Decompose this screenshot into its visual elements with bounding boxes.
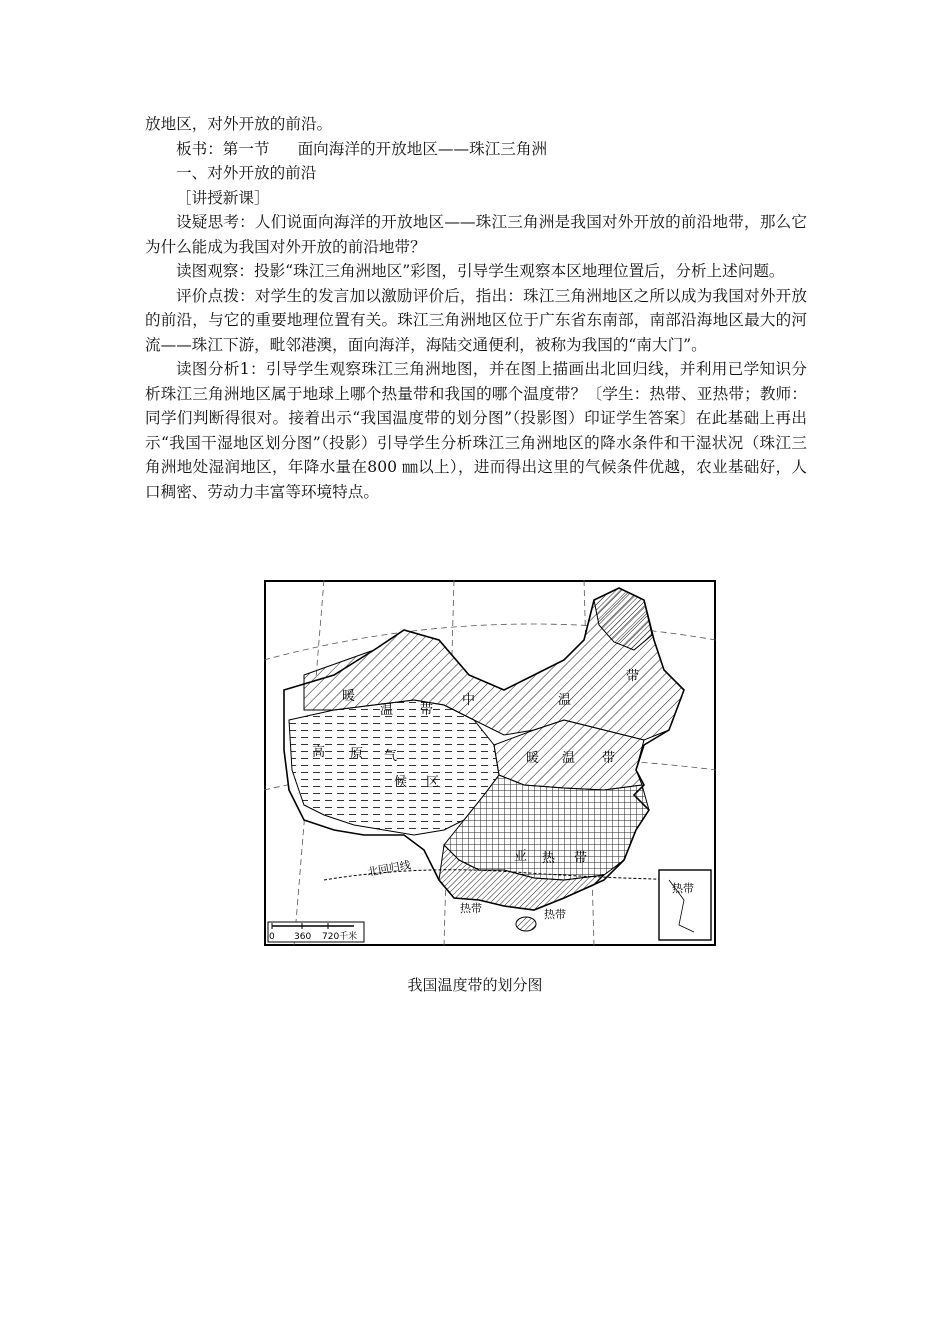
document-body: [145, 112, 807, 504]
label-belt-east: 带: [602, 751, 616, 766]
label-subtrop-1: 亚: [514, 849, 528, 864]
label-temp-west: 温: [380, 703, 394, 718]
label-plateau-5: 区: [426, 775, 440, 790]
label-subtrop-3: 带: [574, 851, 588, 866]
board-prefix: 板书：第一节: [176, 139, 270, 158]
label-tropic-2: 热带: [544, 908, 566, 921]
label-temp-east: 温: [558, 693, 572, 708]
label-mid: 中: [462, 693, 476, 708]
board-title: 面向海洋的开放地区——珠江三角洲: [297, 139, 548, 158]
inset-map: [659, 870, 711, 940]
scale-label-0: 0: [269, 932, 275, 942]
section-heading: 一、对外开放的前沿: [176, 164, 317, 182]
label-inset-tropic: 热带: [672, 882, 694, 895]
label-plateau-1: 高: [312, 745, 326, 760]
label-plateau-2: 原: [350, 747, 364, 762]
hainan-island: [516, 917, 536, 931]
label-temp-east2: 温: [562, 751, 576, 766]
label-subtrop-2: 热: [542, 851, 556, 866]
label-belt-west: 带: [420, 703, 434, 718]
new-lesson-label: ［讲授新课］: [176, 188, 270, 207]
label-warm-temp-west: 暖: [342, 689, 356, 704]
scale-label-360: 360: [294, 932, 312, 942]
paragraph-observe: 读图观察：投影“珠江三角洲地区”彩图，引导学生观察本区地理位置后，分析上述问题。: [176, 262, 785, 280]
paragraph-continuation: 放地区，对外开放的前沿。: [145, 115, 333, 133]
label-plateau-4: 候: [394, 775, 408, 790]
paragraph-analysis: 读图分析1：引导学生观察珠江三角洲地图，并在图上描画出北回归线，并利用已学知识分析珠江三角洲地区属于地球上哪个热量带和我国的哪个温度带？〔学生：热带、亚热带；教师：同学们判断得很对。接着出示“我国温度带的划分图”（投影图）印证学生答案〕在此基础上再出示“我国干湿地区划分图”（投影）引导学生分析珠江三角洲地区的降水条件和干湿状况（珠江三角洲地处湿润地区，年降水量在800 ㎜以上），进而得出这里的气候条件优越，农业基础好，人口稠密、劳动力丰富等环境特点。: [145, 360, 807, 501]
label-warm-temp-east: 暖: [526, 751, 540, 766]
label-tropic-1: 热带: [460, 902, 482, 915]
board-writing: [145, 137, 807, 162]
paragraph-question: 设疑思考：人们说面向海洋的开放地区——珠江三角洲是我国对外开放的前沿地带，那么它为什么能成为我国对外开放的前沿地带？: [145, 213, 807, 256]
figure-caption: 我国温度带的划分图: [407, 976, 543, 994]
label-tropic-line: 北回归线: [366, 858, 412, 879]
paragraph-evaluate: 评价点拨：对学生的发言加以激励评价后，指出：珠江三角洲地区之所以成为我国对外开放的前沿，与它的重要地理位置有关。珠江三角洲地区位于广东省东南部，南部沿海地区最大的河流——珠江下游，毗邻港澳，面向海洋，海陆交通便利，被称为我国的“南大门”。: [145, 286, 807, 354]
scale-label-720: 720千米: [322, 932, 358, 942]
temperature-zone-map: [264, 580, 716, 946]
label-belt-ne: 带: [626, 669, 640, 684]
label-plateau-3: 气: [384, 749, 398, 764]
